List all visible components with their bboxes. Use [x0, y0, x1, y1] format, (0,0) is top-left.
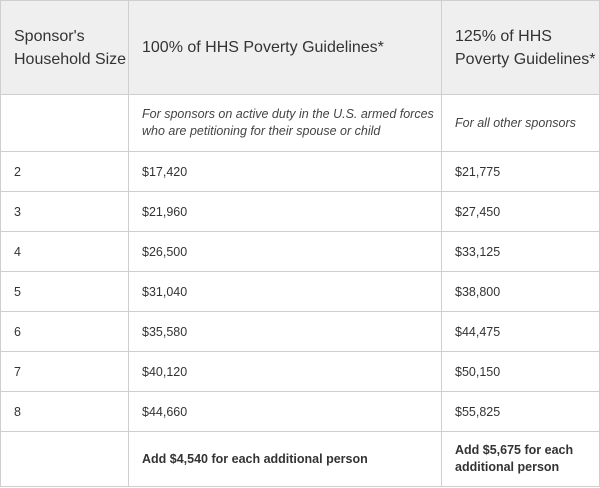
guideline-125-cell: $27,450: [442, 192, 600, 232]
table-row: [1, 392, 600, 432]
guideline-100-cell: $21,960: [129, 192, 442, 232]
guideline-100-cell: $31,040: [129, 272, 442, 312]
header-row: [1, 1, 600, 95]
household-size-cell: 2: [1, 152, 129, 192]
table-row: [1, 232, 600, 272]
household-size-cell: 7: [1, 352, 129, 392]
household-size-cell: 6: [1, 312, 129, 352]
table-row: [1, 192, 600, 232]
footer-empty-cell: [1, 432, 129, 487]
guideline-100-cell: $26,500: [129, 232, 442, 272]
guideline-125-cell: $55,825: [442, 392, 600, 432]
household-size-cell: 5: [1, 272, 129, 312]
guideline-125-cell: $44,475: [442, 312, 600, 352]
guideline-125-cell: $21,775: [442, 152, 600, 192]
household-size-cell: 8: [1, 392, 129, 432]
table-row: [1, 352, 600, 392]
household-size-cell: 4: [1, 232, 129, 272]
guideline-100-cell: $17,420: [129, 152, 442, 192]
footer-add-125: Add $5,675 for each additional person: [442, 432, 600, 487]
header-household-size: Sponsor's Household Size: [1, 1, 129, 95]
household-size-cell: 3: [1, 192, 129, 232]
subheader-other-sponsors: For all other sponsors: [442, 95, 600, 152]
header-100-percent: 100% of HHS Poverty Guidelines*: [129, 1, 442, 95]
guideline-100-cell: $35,580: [129, 312, 442, 352]
header-125-percent: 125% of HHS Poverty Guidelines*: [442, 1, 600, 95]
guideline-100-cell: $40,120: [129, 352, 442, 392]
guideline-125-cell: $50,150: [442, 352, 600, 392]
guideline-125-cell: $38,800: [442, 272, 600, 312]
table-row: [1, 152, 600, 192]
guideline-100-cell: $44,660: [129, 392, 442, 432]
footer-row: [1, 432, 600, 487]
footer-add-100: Add $4,540 for each additional person: [129, 432, 442, 487]
subheader-empty-cell: [1, 95, 129, 152]
subheader-row: [1, 95, 600, 152]
guideline-125-cell: $33,125: [442, 232, 600, 272]
table-row: [1, 272, 600, 312]
table-row: [1, 312, 600, 352]
subheader-active-duty: For sponsors on active duty in the U.S. armed forces who are petitioning for their spouse or child: [129, 95, 442, 152]
